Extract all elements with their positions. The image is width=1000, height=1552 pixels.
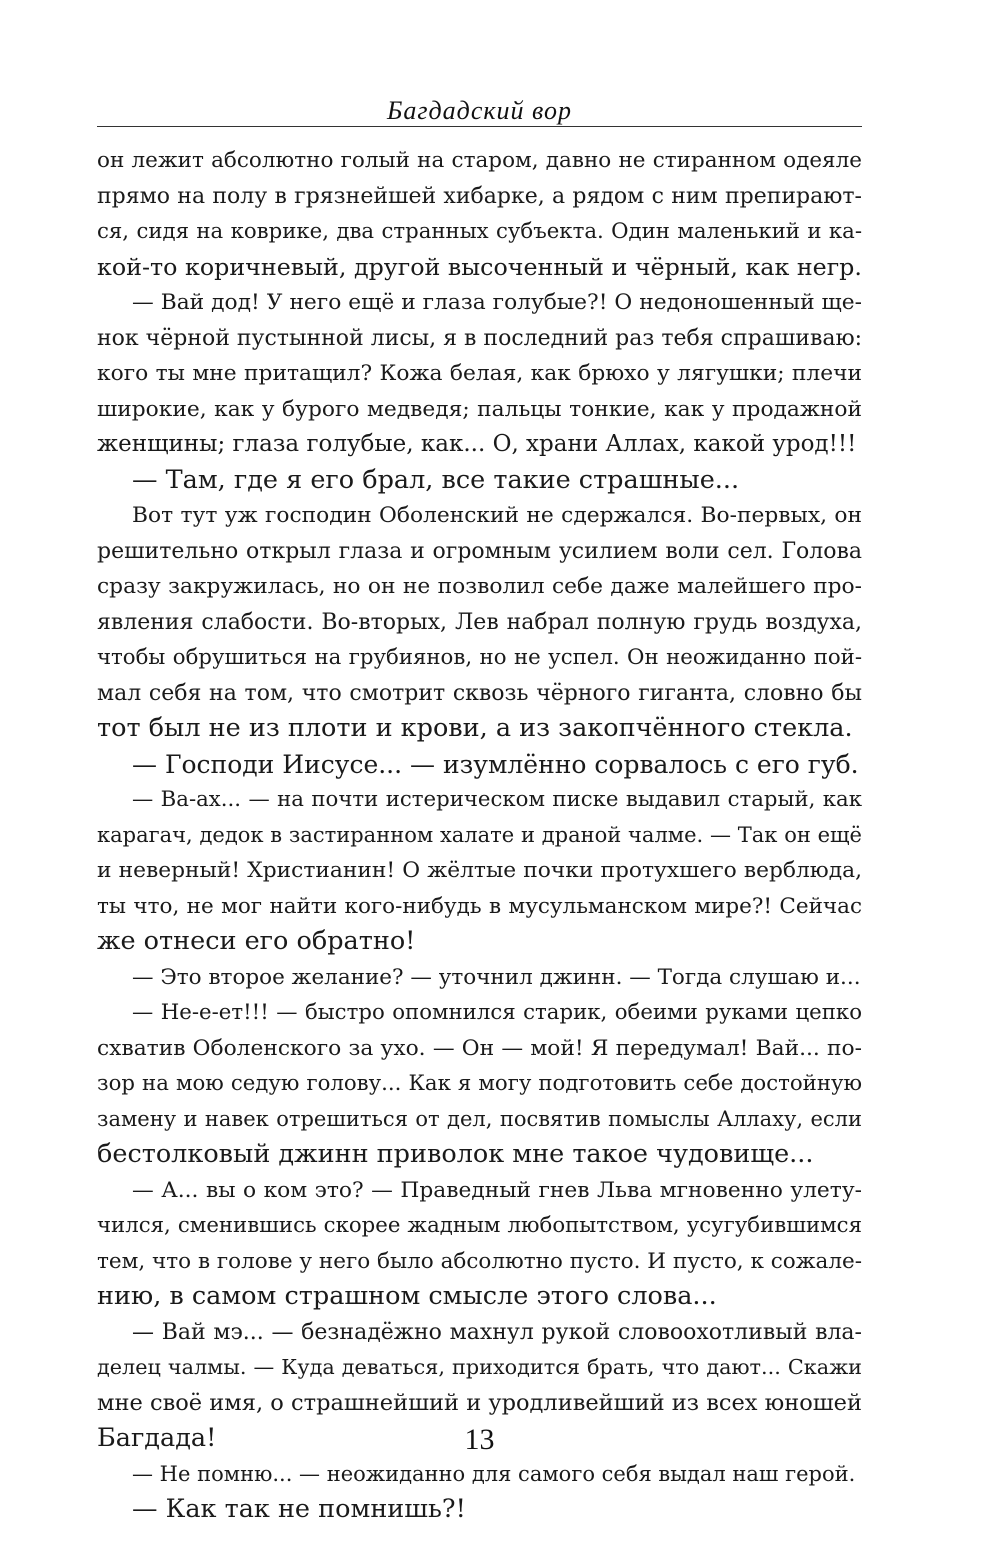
text-line: схватив Оболенского за ухо. — Он — мой! Я передумал! Вай... по- bbox=[97, 1035, 862, 1061]
text-line: зор на мою седую голову... Как я могу подготовить себе достойную bbox=[97, 1071, 862, 1096]
text-line: замену и навек отрешиться от дел, посвятив помыслы Аллаху, если bbox=[97, 1106, 862, 1131]
text-line: явления слабости. Во-вторых, Лев набрал полную грудь воздуха, bbox=[97, 609, 862, 635]
text-line: мне своё имя, о страшнейший и уродливейший из всех юношей bbox=[97, 1389, 862, 1416]
text-line: женщины; глаза голубые, как... О, храни Аллах, какой урод!!! bbox=[97, 431, 857, 457]
text-line: мал себя на том, что смотрит сквозь чёрного гиганта, словно бы bbox=[97, 680, 862, 706]
text-line: — Там, где я его брал, все такие страшные... bbox=[132, 464, 740, 495]
text-line: Вот тут уж господин Оболенский не сдержался. Во-первых, он bbox=[132, 503, 862, 528]
running-head: Багдадский вор bbox=[387, 96, 572, 125]
page-number: 13 bbox=[464, 1423, 495, 1456]
text-line: широкие, как у бурого медведя; пальцы тонкие, как у продажной bbox=[97, 396, 862, 422]
text-line: тем, что в голове у него было абсолютно пусто. И пусто, к сожале- bbox=[97, 1248, 862, 1274]
text-line: ты что, не мог найти кого-нибудь в мусульманском мире?! Сейчас bbox=[97, 893, 862, 919]
text-line: чтобы обрушиться на грубиянов, но не успел. Он неожиданно пой- bbox=[97, 645, 862, 670]
text-line: ся, сидя на коврике, два странных субъекта. Один маленький и ка- bbox=[97, 219, 862, 244]
body-text bbox=[97, 143, 862, 1528]
text-line: решительно открыл глаза и огромным усилием воли сел. Голова bbox=[97, 538, 862, 564]
header-rule bbox=[97, 126, 862, 127]
text-line: бестолковый джинн приволок мне такое чудовище... bbox=[97, 1139, 814, 1169]
text-line: — А... вы о ком это? — Праведный гнев Льва мгновенно улету- bbox=[132, 1177, 862, 1203]
text-line: и неверный! Христианин! О жёлтые почки протухшего верблюда, bbox=[97, 858, 862, 883]
text-line: чился, сменившись скорее жадным любопытством, усугубившимся bbox=[97, 1213, 862, 1238]
text-line: карагач, дедок в застиранном халате и драной чалме. — Так он ещё bbox=[97, 822, 862, 847]
text-line: — Не помню... — неожиданно для самого себя выдал наш герой. bbox=[132, 1461, 856, 1486]
text-line: кой-то коричневый, другой высоченный и чёрный, как негр. bbox=[97, 252, 862, 281]
text-line: — Не-е-ет!!! — быстро опомнился старик, обеими руками цепко bbox=[132, 1000, 862, 1025]
text-line: делец чалмы. — Куда деваться, приходится брать, что дают... Скажи bbox=[97, 1355, 862, 1379]
text-line: — Вай мэ... — безнадёжно махнул рукой словоохотливый вла- bbox=[132, 1319, 862, 1345]
text-line: Багдада! bbox=[97, 1423, 217, 1453]
text-line: тот был не из плоти и крови, а из закопчённого стекла. bbox=[97, 713, 853, 743]
text-line: — Ва-ах... — на почти истерическом писке выдавил старый, как bbox=[132, 787, 862, 812]
text-line: он лежит абсолютно голый на старом, давно не стиранном одеяле bbox=[97, 148, 862, 173]
text-line: прямо на полу в грязнейшей хибарке, а рядом с ним препирают- bbox=[97, 183, 862, 209]
text-line: — Вай дод! У него ещё и глаза голубые?! О недоношенный ще- bbox=[132, 290, 862, 315]
text-line: нию, в самом страшном смысле этого слова... bbox=[97, 1281, 717, 1311]
text-line: кого ты мне притащил? Кожа белая, как брюхо у лягушки; плечи bbox=[97, 361, 862, 386]
text-line: — Это второе желание? — уточнил джинн. — Тогда слушаю и... bbox=[132, 964, 861, 990]
text-line: нок чёрной пустынной лисы, я в последний раз тебя спрашиваю: bbox=[97, 325, 863, 351]
text-line: — Как так не помнишь?! bbox=[132, 1494, 466, 1524]
text-line: сразу закружилась, но он не позволил себе даже малейшего про- bbox=[97, 574, 862, 599]
text-line: — Господи Иисусе... — изумлённо сорвалось с его губ. bbox=[132, 749, 859, 779]
text-line: же отнеси его обратно! bbox=[97, 926, 416, 956]
